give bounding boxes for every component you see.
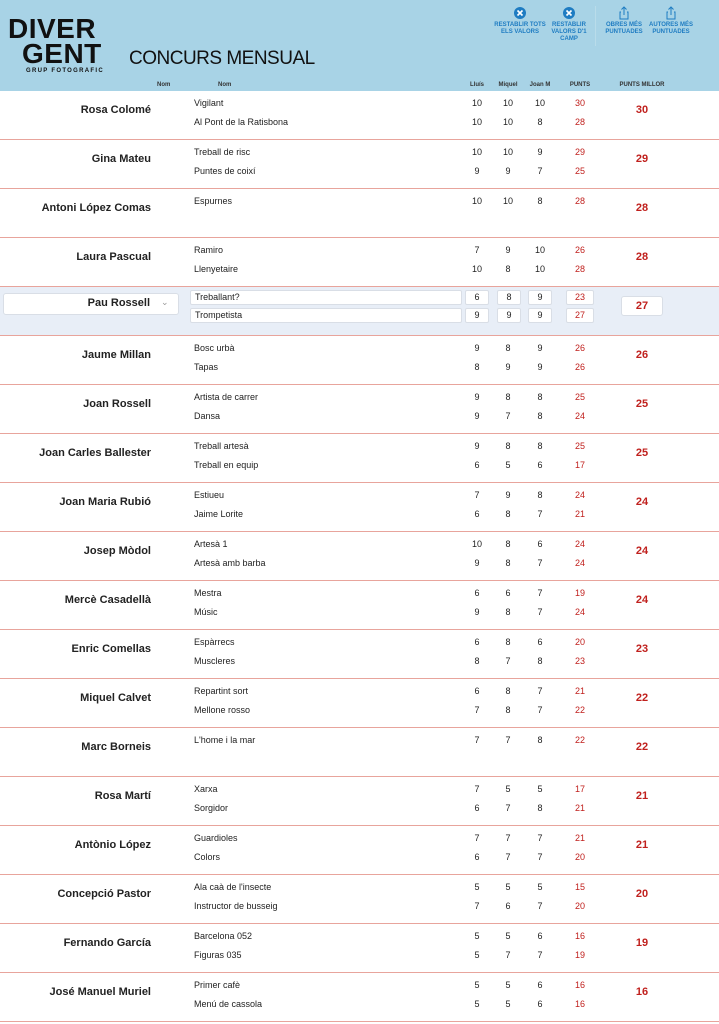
judge-2-score: 6	[505, 901, 511, 911]
top-works-button[interactable]	[598, 6, 650, 36]
judge-1-score: 5	[474, 931, 480, 941]
judge-2-score: 7	[505, 656, 511, 666]
judge-1-score: 9	[474, 166, 480, 176]
judge-2-score[interactable]: 9	[497, 308, 521, 323]
judge-3-score: 6	[537, 539, 543, 549]
author-name: José Manuel Muriel	[49, 986, 151, 998]
work-points[interactable]: 27	[566, 308, 594, 323]
judge-2-score: 8	[505, 705, 511, 715]
author-name: Fernando García	[63, 937, 151, 949]
judge-2-score: 8	[505, 637, 511, 647]
judge-3-score: 10	[534, 98, 545, 108]
judge-1-score: 5	[474, 950, 480, 960]
work-points: 19	[574, 588, 585, 598]
judge-1-score: 10	[471, 98, 482, 108]
author-name: Antònio López	[74, 839, 151, 851]
work-title: Primer cafè	[194, 980, 241, 990]
table-row[interactable]	[0, 728, 719, 777]
author-name[interactable]: Pau Rossell	[87, 297, 150, 309]
logo-line-2: GENT	[22, 38, 102, 69]
work-title: Sorgidor	[194, 803, 229, 813]
reset-all-values-label: RESTABLIR TOTS ELS VALORS	[494, 22, 546, 35]
work-points: 22	[574, 735, 585, 745]
author-name: Rosa Colomé	[80, 104, 151, 116]
work-title: Treball artesà	[194, 441, 249, 451]
work-points: 16	[574, 999, 585, 1009]
judge-1-score: 9	[474, 392, 480, 402]
judge-1-score: 10	[471, 147, 482, 157]
work-title: Estiueu	[194, 490, 225, 500]
work-points: 25	[574, 166, 585, 176]
work-title: Espàrrecs	[194, 637, 235, 647]
column-header-best-points: PUNTS MILLOR	[619, 82, 665, 88]
author-name: Josep Mòdol	[83, 545, 151, 557]
judge-3-score: 8	[537, 117, 543, 127]
best-points: 28	[635, 251, 649, 263]
reset-field-values-label: RESTABLIR VALORS D'1 CAMP	[551, 22, 587, 42]
judge-2-score: 5	[505, 931, 511, 941]
judge-3-score: 5	[537, 784, 543, 794]
judge-2-score: 8	[505, 441, 511, 451]
judge-1-score: 7	[474, 901, 480, 911]
header-bar	[0, 0, 719, 91]
judge-2-score: 5	[505, 784, 511, 794]
author-name: Marc Borneis	[81, 741, 151, 753]
judge-1-score: 8	[474, 362, 480, 372]
judge-3-score: 6	[537, 460, 543, 470]
work-points: 28	[574, 196, 585, 206]
table-row[interactable]	[0, 434, 719, 483]
table-row[interactable]	[0, 581, 719, 630]
judge-2-score: 7	[505, 411, 511, 421]
work-title: Artesà 1	[194, 539, 228, 549]
author-name: Jaume Millan	[81, 349, 151, 361]
best-points: 21	[635, 790, 649, 802]
work-title: Dansa	[194, 411, 221, 421]
page-title: CONCURS MENSUAL	[129, 48, 315, 69]
work-points: 20	[574, 901, 585, 911]
work-title: Artesà amb barba	[194, 558, 266, 568]
judge-3-score: 7	[537, 686, 543, 696]
judge-3-score: 7	[537, 950, 543, 960]
judge-1-score: 9	[474, 607, 480, 617]
judge-2-score: 8	[505, 558, 511, 568]
work-points: 26	[574, 343, 585, 353]
judge-2-score: 5	[505, 460, 511, 470]
work-points: 24	[574, 607, 585, 617]
judge-3-score: 7	[537, 901, 543, 911]
best-points: 28	[635, 202, 649, 214]
table-row[interactable]	[0, 140, 719, 189]
work-points: 24	[574, 490, 585, 500]
table-row[interactable]	[0, 483, 719, 532]
judge-3-score: 8	[537, 490, 543, 500]
judge-3-score[interactable]: 9	[528, 308, 552, 323]
judge-1-score: 6	[474, 637, 480, 647]
author-name: Enric Comellas	[71, 643, 151, 655]
best-points: 25	[635, 398, 649, 410]
judge-1-score[interactable]: 6	[465, 290, 489, 305]
work-points: 22	[574, 705, 585, 715]
author-name: Laura Pascual	[76, 251, 151, 263]
best-points: 24	[635, 594, 649, 606]
judge-1-score: 9	[474, 411, 480, 421]
work-points: 20	[574, 852, 585, 862]
table-row[interactable]	[0, 287, 719, 336]
best-points: 19	[635, 937, 649, 949]
logo-line-1: DIVER	[8, 13, 97, 44]
work-points: 30	[574, 98, 585, 108]
table-row[interactable]	[0, 924, 719, 973]
work-title: Figuras 035	[194, 950, 242, 960]
work-title: Bosc urbà	[194, 343, 235, 353]
judge-3-score: 8	[537, 441, 543, 451]
judge-2-score: 8	[505, 343, 511, 353]
table-row[interactable]	[0, 875, 719, 924]
work-points: 26	[574, 362, 585, 372]
judge-2-score: 10	[502, 147, 513, 157]
work-points: 24	[574, 558, 585, 568]
column-header-author: Nom	[157, 82, 171, 88]
table-row[interactable]	[0, 385, 719, 434]
work-points: 25	[574, 392, 585, 402]
judge-3-score: 6	[537, 931, 543, 941]
work-points: 21	[574, 803, 585, 813]
judge-2-score: 7	[505, 950, 511, 960]
work-title: Puntes de coixí	[194, 166, 256, 176]
best-points: 26	[635, 349, 649, 361]
work-points[interactable]: 23	[566, 290, 594, 305]
work-points: 21	[574, 686, 585, 696]
judge-1-score: 9	[474, 558, 480, 568]
judge-1-score: 5	[474, 882, 480, 892]
work-title: Mellone rosso	[194, 705, 251, 715]
judge-1-score: 6	[474, 460, 480, 470]
work-points: 23	[574, 656, 585, 666]
work-title: Xarxa	[194, 784, 218, 794]
judge-2-score: 5	[505, 999, 511, 1009]
work-points: 17	[574, 784, 585, 794]
work-points: 16	[574, 980, 585, 990]
judge-3-score: 7	[537, 607, 543, 617]
judge-3-score[interactable]: 9	[528, 290, 552, 305]
table-row[interactable]	[0, 336, 719, 385]
judge-3-score: 8	[537, 411, 543, 421]
best-points: 23	[635, 643, 649, 655]
judge-3-score: 8	[537, 656, 543, 666]
judge-1-score: 6	[474, 588, 480, 598]
work-title[interactable]: Trompetista	[190, 308, 462, 323]
judge-3-score: 6	[537, 980, 543, 990]
judge-1-score: 10	[471, 117, 482, 127]
judge-3-score: 8	[537, 196, 543, 206]
judge-1-score: 7	[474, 735, 480, 745]
judge-1-score: 6	[474, 803, 480, 813]
author-name: Rosa Martí	[94, 790, 151, 802]
judge-1-score: 7	[474, 705, 480, 715]
judge-1-score: 6	[474, 852, 480, 862]
judge-1-score: 8	[474, 656, 480, 666]
work-points: 21	[574, 509, 585, 519]
judge-3-score: 7	[537, 509, 543, 519]
judge-3-score: 10	[534, 245, 545, 255]
work-points: 24	[574, 411, 585, 421]
judge-2-score: 7	[505, 833, 511, 843]
author-name: Joan Rossell	[83, 398, 151, 410]
work-title: Guardioles	[194, 833, 238, 843]
judge-2-score[interactable]: 8	[497, 290, 521, 305]
best-points: 25	[635, 447, 649, 459]
judge-3-score: 7	[537, 705, 543, 715]
work-title: Músic	[194, 607, 218, 617]
table-row[interactable]	[0, 532, 719, 581]
judge-2-score: 7	[505, 735, 511, 745]
judge-3-score: 7	[537, 558, 543, 568]
work-title: Al Pont de la Ratisbona	[194, 117, 289, 127]
reset-field-values-button[interactable]	[543, 6, 595, 43]
judge-3-score: 8	[537, 392, 543, 402]
judge-2-score: 5	[505, 882, 511, 892]
judge-1-score: 6	[474, 509, 480, 519]
author-name: Mercè Casadellà	[64, 594, 151, 606]
work-title: Vigilant	[194, 98, 224, 108]
judge-1-score: 10	[471, 196, 482, 206]
best-points: 21	[635, 839, 649, 851]
judge-1-score: 9	[474, 343, 480, 353]
judge-3-score: 8	[537, 735, 543, 745]
work-title: Muscleres	[194, 656, 236, 666]
work-title: Ramiro	[194, 245, 224, 255]
work-title: Llenyetaire	[194, 264, 239, 274]
work-title: Mestra	[194, 588, 222, 598]
best-points: 24	[635, 545, 649, 557]
work-title: Repartint sort	[194, 686, 249, 696]
author-name: Joan Carles Ballester	[39, 447, 151, 459]
judge-1-score: 9	[474, 441, 480, 451]
work-points: 24	[574, 539, 585, 549]
judge-1-score: 7	[474, 490, 480, 500]
column-header-points: PUNTS	[569, 82, 591, 88]
judge-1-score: 5	[474, 999, 480, 1009]
best-points: 29	[635, 153, 649, 165]
best-points: 22	[635, 692, 649, 704]
work-points: 17	[574, 460, 585, 470]
best-points: 30	[635, 104, 649, 116]
judge-1-score[interactable]: 9	[465, 308, 489, 323]
clear-icon	[562, 6, 576, 20]
work-points: 26	[574, 245, 585, 255]
author-name: Antoni López Comas	[41, 202, 151, 214]
clear-icon	[513, 6, 527, 20]
author-name: Miquel Calvet	[80, 692, 151, 704]
table-row[interactable]	[0, 777, 719, 826]
best-points: 24	[635, 496, 649, 508]
work-points: 29	[574, 147, 585, 157]
work-title: Treball en equip	[194, 460, 259, 470]
judge-2-score: 6	[505, 588, 511, 598]
judge-3-score: 9	[537, 343, 543, 353]
logo-subtitle: GRUP FOTOGRAFIC	[26, 68, 104, 74]
best-points: 22	[635, 741, 649, 753]
top-authors-button[interactable]	[645, 6, 697, 36]
work-title: Artista de carrer	[194, 392, 259, 402]
work-title: Instructor de busseig	[194, 901, 278, 911]
work-points: 25	[574, 441, 585, 451]
top-authors-label: AUTORES MÉS PUNTUADES	[649, 22, 693, 35]
column-header-judge-1: Lluís	[469, 82, 484, 88]
judge-2-score: 9	[505, 490, 511, 500]
judge-3-score: 9	[537, 362, 543, 372]
author-name: Concepció Pastor	[57, 888, 151, 900]
judge-2-score: 10	[502, 98, 513, 108]
work-points: 19	[574, 950, 585, 960]
reset-all-values-button[interactable]	[494, 6, 546, 36]
table-row[interactable]	[0, 826, 719, 875]
results-list	[0, 91, 719, 1022]
judge-1-score: 5	[474, 980, 480, 990]
best-points: 16	[635, 986, 649, 998]
work-title: Menú de cassola	[194, 999, 263, 1009]
work-points: 15	[574, 882, 585, 892]
judge-3-score: 9	[537, 147, 543, 157]
judge-2-score: 9	[505, 362, 511, 372]
share-icon	[617, 6, 631, 20]
work-points: 20	[574, 637, 585, 647]
chevron-down-icon[interactable]: ⌄	[161, 297, 169, 307]
judge-1-score: 10	[471, 539, 482, 549]
judge-2-score: 8	[505, 686, 511, 696]
judge-3-score: 7	[537, 166, 543, 176]
column-header-work: Nom	[218, 82, 232, 88]
judge-1-score: 7	[474, 833, 480, 843]
judge-3-score: 7	[537, 852, 543, 862]
author-name: Gina Mateu	[91, 153, 151, 165]
judge-1-score: 7	[474, 784, 480, 794]
best-points: 20	[635, 888, 649, 900]
work-title: Ala caà de l'insecte	[194, 882, 272, 892]
table-row[interactable]	[0, 189, 719, 238]
table-row[interactable]	[0, 238, 719, 287]
table-row[interactable]	[0, 679, 719, 728]
judge-2-score: 8	[505, 264, 511, 274]
judge-2-score: 10	[502, 117, 513, 127]
judge-3-score: 6	[537, 637, 543, 647]
top-works-label: OBRES MÉS PUNTUADES	[605, 22, 643, 35]
work-title[interactable]: Treballant?	[190, 290, 462, 305]
work-points: 16	[574, 931, 585, 941]
table-row[interactable]	[0, 630, 719, 679]
judge-3-score: 5	[537, 882, 543, 892]
judge-1-score: 7	[474, 245, 480, 255]
work-title: Espurnes	[194, 196, 233, 206]
judge-3-score: 10	[534, 264, 545, 274]
share-icon	[664, 6, 678, 20]
best-points[interactable]: 27	[621, 296, 663, 316]
table-row[interactable]	[0, 973, 719, 1022]
toolbar-divider	[595, 6, 596, 46]
work-title: Treball de risc	[194, 147, 251, 157]
judge-3-score: 7	[537, 588, 543, 598]
work-title: Tapas	[194, 362, 219, 372]
judge-2-score: 5	[505, 980, 511, 990]
judge-2-score: 9	[505, 245, 511, 255]
judge-2-score: 8	[505, 509, 511, 519]
judge-2-score: 8	[505, 392, 511, 402]
column-header-judge-2: Miquel	[498, 82, 518, 88]
work-points: 28	[574, 264, 585, 274]
work-points: 21	[574, 833, 585, 843]
work-title: Colors	[194, 852, 221, 862]
judge-2-score: 9	[505, 166, 511, 176]
judge-2-score: 8	[505, 607, 511, 617]
club-logo	[8, 14, 124, 78]
column-header-judge-3: Joan M	[529, 82, 551, 88]
work-points: 28	[574, 117, 585, 127]
judge-3-score: 6	[537, 999, 543, 1009]
judge-3-score: 7	[537, 833, 543, 843]
judge-2-score: 8	[505, 539, 511, 549]
judge-3-score: 8	[537, 803, 543, 813]
work-title: Jaime Lorite	[194, 509, 244, 519]
work-title: L'home i la mar	[194, 735, 256, 745]
judge-1-score: 10	[471, 264, 482, 274]
table-row[interactable]	[0, 91, 719, 140]
judge-2-score: 10	[502, 196, 513, 206]
judge-1-score: 6	[474, 686, 480, 696]
author-name: Joan Maria Rubió	[59, 496, 151, 508]
judge-2-score: 7	[505, 803, 511, 813]
work-title: Barcelona 052	[194, 931, 253, 941]
judge-2-score: 7	[505, 852, 511, 862]
